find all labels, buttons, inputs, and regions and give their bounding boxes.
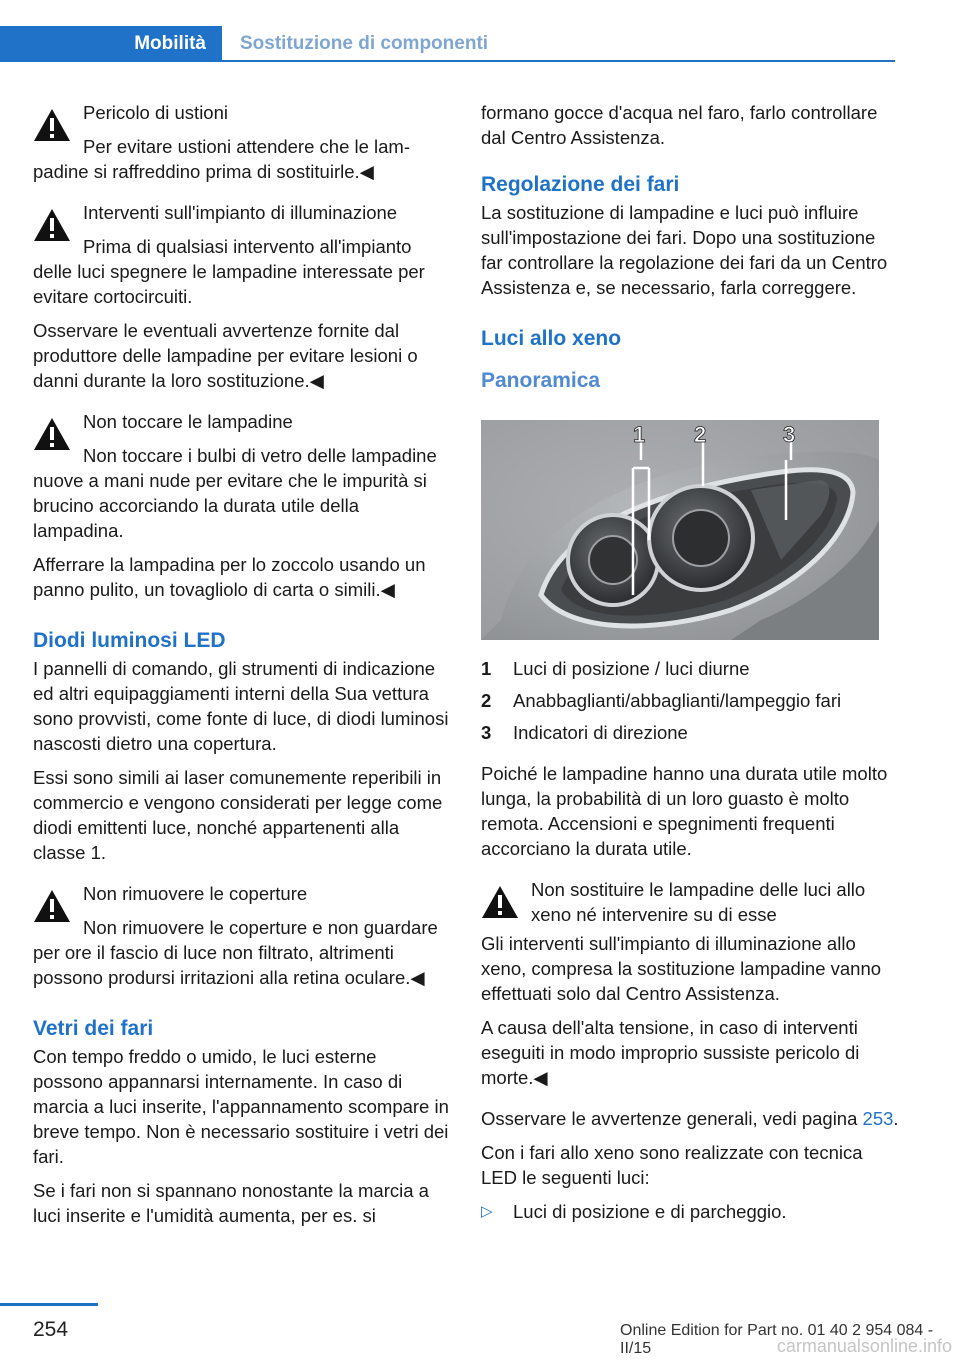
bullet-item <box>481 1199 899 1224</box>
paragraph: Con i fari allo xeno sono realizzate con tecnica LED le seguenti luci: <box>481 1142 863 1188</box>
legend-text: Indicatori di direzione <box>513 722 688 743</box>
warning-triangle-icon <box>33 417 71 451</box>
paragraph: La sostituzione di lampadine e luci può influire sull'impostazione dei fari. Dopo una sostituzione far controllare la regolazione dei fari da un Centro Assistenza e, se necessario, farla correggere. <box>481 202 888 298</box>
warning-block-burns <box>33 100 451 125</box>
paragraph: Essi sono simili ai laser comunemente reperibili in commercio e vengono considerati per legge come diodi emittenti luce, nonché appartenenti alla classe 1. <box>33 767 443 863</box>
page-number: 254 <box>33 1318 69 1341</box>
reference-paragraph: Osservare le avvertenze generali, vedi pagina 253. <box>481 1108 899 1129</box>
bullet-text: Luci di posizione e di parcheggio. <box>513 1201 787 1222</box>
heading-vetri: Vetri dei fari <box>33 1017 154 1040</box>
headlight-figure <box>481 420 879 640</box>
warning-block-lighting <box>33 200 451 225</box>
warning-block-covers <box>33 881 451 906</box>
warning-triangle-icon <box>33 108 71 142</box>
figure-label-3: 3 <box>783 422 796 447</box>
warning-text: A causa dell'alta tensione, in caso di interventi eseguiti in modo improprio sussiste pericolo di morte.◀ <box>481 1017 860 1088</box>
paragraph: Con tempo freddo o umido, le luci esterne possono appannarsi internamente. In caso di marcia a luci inserite, l'appannamento scompare in breve tempo. Non è necessario sostituire i vetri dei fari. <box>33 1046 449 1167</box>
legend-number: 3 <box>481 722 492 743</box>
legend-item <box>481 720 899 745</box>
warning-text: Non rimuovere le coperture e non guardare per ore il fascio di luce non filtrato, altrimenti possono prodursi irritazioni alla retina oculare.◀ <box>33 917 438 988</box>
warning-triangle-icon <box>33 889 71 923</box>
warning-text: Non toccare i bulbi di vetro delle lampadine nuove a mani nude per evitare che le impurità si brucino accorciando la durata utile della lampadina. <box>33 445 437 541</box>
warning-title: Pericolo di ustioni <box>83 102 228 123</box>
warning-title: Non sostituire le lampadine delle luci allo xeno né intervenire su di esse <box>531 879 866 925</box>
legend-item <box>481 656 899 681</box>
page-header <box>0 26 895 62</box>
warning-text: Gli interventi sull'impianto di illuminazione allo xeno, compresa la sostituzione lampadine vanno effettuati solo dal Centro Assistenza. <box>481 933 882 1004</box>
warning-text: Prima di qualsiasi intervento all'impianto delle luci spegnere le lampadine interessate per evitare cortocircuiti. <box>33 236 425 307</box>
legend-text: Anabbaglianti/abbaglianti/lampeggio fari <box>513 690 842 711</box>
heading-regolazione: Regolazione dei fari <box>481 173 680 196</box>
heading-xeno: Luci allo xeno <box>481 327 622 350</box>
left-column <box>33 100 451 1237</box>
legend-text: Luci di posizione / luci diurne <box>513 658 750 679</box>
legend-number: 2 <box>481 690 492 711</box>
warning-block-xenon <box>481 877 899 927</box>
warning-title: Non toccare le lampadine <box>83 411 293 432</box>
heading-led: Diodi luminosi LED <box>33 629 226 652</box>
warning-title: Interventi sull'impianto di illuminazione <box>83 202 398 223</box>
header-rule <box>222 60 895 62</box>
edition-note: Online Edition for Part no. 01 40 2 954 084 - II/15 <box>620 1322 934 1357</box>
figure-label-1: 1 <box>633 422 646 447</box>
warning-text: Osservare le eventuali avvertenze fornite dal produttore delle lampadine per evitare lesioni o danni durante la loro sostituzione.◀ <box>33 320 418 391</box>
footer-rule <box>0 1303 98 1306</box>
heading-panoramica: Panoramica <box>481 369 601 392</box>
paragraph: formano gocce d'acqua nel faro, farlo controllare dal Centro Assistenza. <box>481 102 878 148</box>
watermark: carmanualsonline.info <box>776 1336 952 1356</box>
paragraph: I pannelli di comando, gli strumenti di indicazione ed altri equipaggiamenti interni della Sua vettura sono provvisti, come fonte di luce, di diodi luminosi nascosti dietro una copertura. <box>33 658 449 754</box>
warning-triangle-icon <box>33 208 71 242</box>
section-tab: Mobilità <box>0 26 222 62</box>
paragraph: Poiché le lampadine hanno una durata utile molto lunga, la probabilità di un loro guasto è molto remota. Accensioni e spegnimenti frequenti accorciano la durata utile. <box>481 763 888 859</box>
warning-triangle-icon <box>481 885 519 919</box>
subsection-tab: Sostituzione di componenti <box>222 26 895 62</box>
warning-text: Per evitare ustioni attendere che le lampadine si raffreddino prima di sostituirle.◀ <box>33 136 411 182</box>
legend-number: 1 <box>481 658 492 679</box>
paragraph: Se i fari non si spannano nonostante la marcia a luci inserite e l'umidità aumenta, per es. si <box>33 1180 429 1226</box>
page-link[interactable]: 253 <box>862 1108 894 1129</box>
figure-label-2: 2 <box>694 422 707 447</box>
figure-legend <box>481 656 899 745</box>
warning-block-bulbs <box>33 409 451 434</box>
warning-title: Non rimuovere le coperture <box>83 883 308 904</box>
bullet-triangle-icon: ▷ <box>481 1203 493 1220</box>
right-column <box>481 100 899 1224</box>
warning-text: Afferrare la lampadina per lo zoccolo usando un panno pulito, un tovagliolo di carta o simili.◀ <box>33 554 426 600</box>
legend-item <box>481 688 899 713</box>
